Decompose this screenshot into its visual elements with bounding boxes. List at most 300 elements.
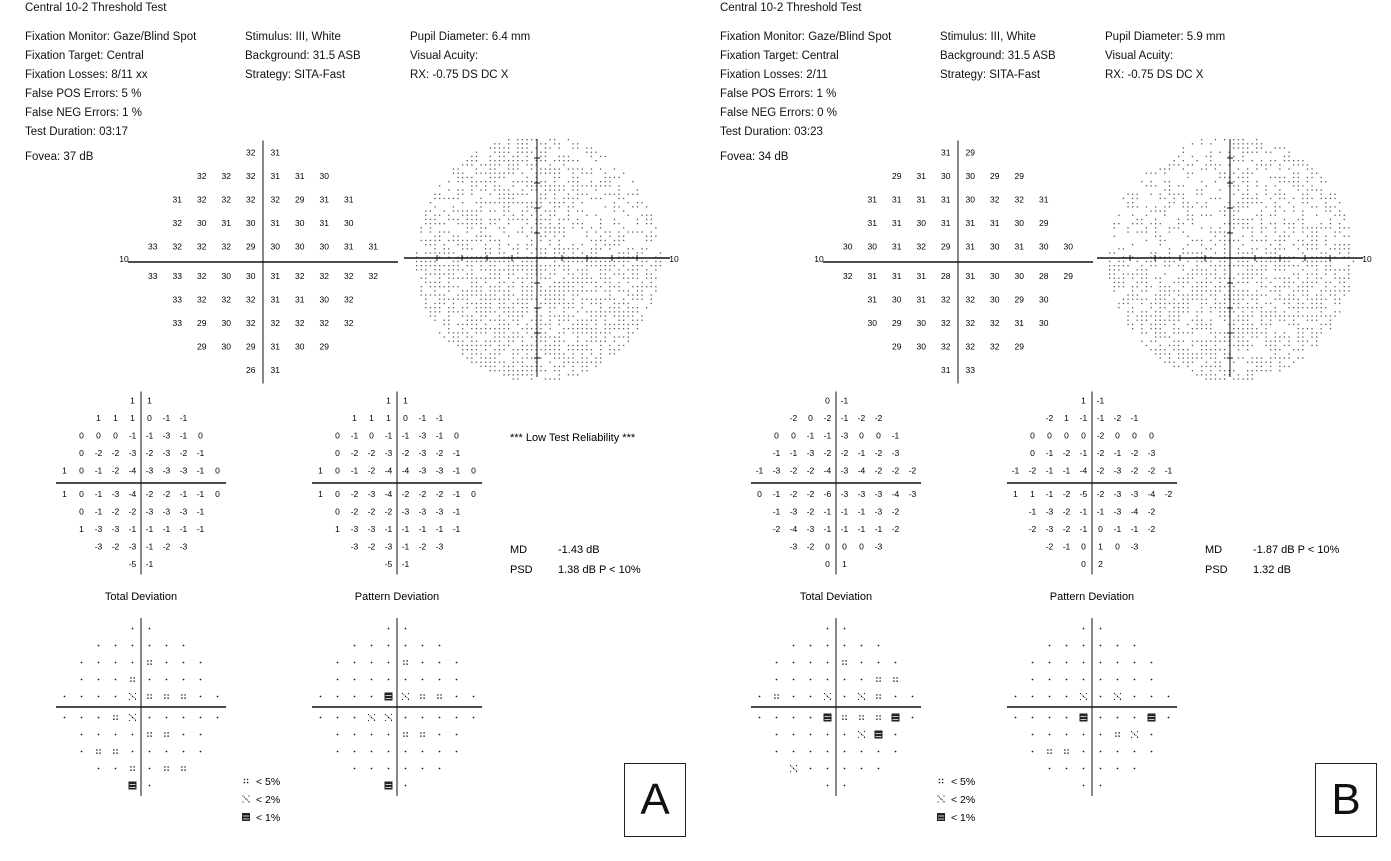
pattern-probability-map-cell	[1049, 768, 1051, 770]
pattern-deviation-map-value: 1	[1013, 488, 1018, 499]
pattern-deviation-map-value: -2	[350, 447, 359, 458]
pattern-deviation-map-value: -1	[384, 430, 393, 441]
pattern-deviation-map-value: -3	[367, 523, 376, 534]
pattern-probability-map-cell	[422, 751, 424, 753]
pattern-probability-map-cell	[456, 679, 458, 681]
total-probability-map-cell	[844, 768, 846, 770]
pattern-deviation-map-value: 0	[1149, 430, 1154, 441]
total-deviation-map	[751, 392, 921, 575]
threshold-map-value: 32	[295, 317, 305, 328]
total-probability-map-cell	[861, 768, 863, 770]
pattern-probability-map-cell	[1151, 679, 1153, 681]
pattern-deviation-map-value: -1	[401, 541, 410, 552]
pattern-deviation-map-value: -1	[384, 523, 393, 534]
pattern-deviation-map-value: -2	[418, 488, 427, 499]
pattern-deviation-map-value: 0	[335, 465, 340, 476]
total-probability-map-cell	[64, 717, 66, 719]
pattern-deviation-map-value: -4	[384, 488, 393, 499]
total-deviation-map-value: 1	[113, 412, 118, 423]
pattern-deviation-map-value: 0	[1132, 430, 1137, 441]
threshold-map-value: 31	[941, 194, 951, 205]
pattern-deviation-map-value: -4	[1147, 488, 1156, 499]
total-probability-map-cell	[793, 696, 795, 698]
pattern-probability-map-cell	[1049, 734, 1051, 736]
total-deviation-map-value: -1	[891, 430, 900, 441]
total-probability-map-cell	[827, 662, 829, 664]
pattern-deviation-map-value: -2	[1147, 465, 1156, 476]
pattern-probability-map-cell	[1015, 696, 1017, 698]
pattern-probability-map-cell	[1083, 751, 1085, 753]
total-deviation-map-value: -1	[823, 430, 832, 441]
total-deviation-map-value: -4	[823, 465, 832, 476]
test-param: Fixation Monitor: Gaze/Blind Spot	[720, 31, 892, 43]
total-deviation-map-value: -3	[891, 447, 900, 458]
total-deviation-map-value: 0	[147, 412, 152, 423]
threshold-map-value: 31	[916, 270, 926, 281]
axis-label-left: 10	[814, 254, 824, 264]
total-probability-map-cell	[166, 717, 168, 719]
threshold-map-value: 31	[892, 217, 902, 228]
total-deviation-map-value: 1	[79, 523, 84, 534]
threshold-map-value: 31	[965, 241, 975, 252]
pattern-deviation-map-value: -1	[1164, 465, 1173, 476]
total-probability-map-cell	[827, 785, 829, 787]
pattern-deviation-map-value: -3	[1045, 523, 1054, 534]
total-probability-map-cell	[200, 734, 202, 736]
pattern-deviation-map-value: -1	[1062, 541, 1071, 552]
total-deviation-map-value: -1	[823, 506, 832, 517]
pattern-probability-map-cell	[1100, 662, 1102, 664]
total-probability-map-cell	[98, 679, 100, 681]
pattern-probability-map-cell	[402, 693, 409, 700]
pattern-deviation-map-value: 0	[335, 506, 340, 517]
pattern-deviation-map-value: -3	[1113, 465, 1122, 476]
total-deviation-map-value: -1	[874, 523, 883, 534]
total-probability-map-cell	[827, 768, 829, 770]
pattern-deviation-label: Pattern Deviation	[1049, 591, 1135, 603]
total-deviation-map-value: -3	[874, 541, 883, 552]
pattern-probability-map-cell	[456, 734, 458, 736]
threshold-map-value: 32	[221, 194, 231, 205]
pattern-deviation-map-value: 1	[369, 412, 374, 423]
pattern-deviation-map-value: -1	[1045, 465, 1054, 476]
pattern-probability-map-cell	[473, 717, 475, 719]
threshold-map-value: 29	[892, 341, 902, 352]
total-deviation-map-value: 0	[198, 430, 203, 441]
pattern-probability-map-cell	[371, 679, 373, 681]
test-param: Pupil Diameter: 5.9 mm	[1105, 31, 1226, 43]
total-deviation-map-value: 0	[79, 447, 84, 458]
total-probability-map-cell	[861, 645, 863, 647]
pattern-probability-map-cell	[1131, 731, 1138, 738]
total-deviation-map-value: 0	[825, 395, 830, 406]
threshold-map-value: 30	[1039, 317, 1049, 328]
fovea-value: Fovea: 37 dB	[25, 151, 94, 163]
total-deviation-map-value: -2	[891, 506, 900, 517]
pattern-deviation-map-value: -4	[1130, 506, 1139, 517]
total-probability-map-cell	[876, 694, 881, 699]
pattern-deviation-map-value: -3	[1130, 541, 1139, 552]
pattern-probability-map-cell	[1100, 717, 1102, 719]
pattern-probability-map-cell	[1032, 717, 1034, 719]
pattern-probability-map-cell	[1134, 751, 1136, 753]
total-deviation-map-value: -2	[891, 465, 900, 476]
total-deviation-map-value: -2	[789, 412, 798, 423]
test-title: Central 10-2 Threshold Test	[720, 2, 862, 14]
pattern-deviation-map-value: -2	[401, 447, 410, 458]
pattern-probability-map-cell	[1049, 679, 1051, 681]
total-probability-map-cell	[858, 693, 865, 700]
pattern-probability-map-cell	[439, 717, 441, 719]
pattern-deviation-map-value: -1	[418, 523, 427, 534]
total-deviation-map-value: -3	[145, 506, 154, 517]
pattern-probability-map-cell	[354, 717, 356, 719]
pattern-probability-map-cell	[354, 734, 356, 736]
pattern-deviation-map-value: -1	[350, 430, 359, 441]
total-probability-map-cell	[130, 766, 135, 771]
pattern-probability-map-cell	[337, 696, 339, 698]
total-deviation-map-value: -3	[111, 488, 120, 499]
total-deviation-map-value: -3	[840, 488, 849, 499]
total-deviation-map-value: -1	[128, 523, 137, 534]
threshold-map-value: 32	[941, 317, 951, 328]
total-probability-map-cell	[759, 717, 761, 719]
total-deviation-map-value: -2	[806, 506, 815, 517]
threshold-map-value: 33	[172, 294, 182, 305]
total-deviation-map-value: -5	[128, 558, 137, 569]
total-deviation-map-value: 1	[130, 412, 135, 423]
total-deviation-map-value: -3	[874, 506, 883, 517]
pattern-deviation-map-value: -1	[350, 465, 359, 476]
pattern-probability-map-cell	[1151, 662, 1153, 664]
total-deviation-map-value: 0	[757, 488, 762, 499]
pattern-deviation-map-value: -4	[384, 465, 393, 476]
total-probability-map-cell	[810, 768, 812, 770]
total-probability-map-cell	[81, 734, 83, 736]
total-deviation-map-value: -3	[162, 465, 171, 476]
pattern-probability-map-cell	[1083, 734, 1085, 736]
pattern-probability-map-cell	[1117, 662, 1119, 664]
panel-b	[695, 0, 1385, 861]
threshold-map-value: 30	[319, 241, 329, 252]
pattern-probability-map-cell	[320, 696, 322, 698]
axis-label-right: 10	[669, 254, 679, 264]
total-probability-map-cell	[810, 645, 812, 647]
pattern-deviation-map-value: -2	[1045, 412, 1054, 423]
pattern-deviation-map-value: -2	[1045, 541, 1054, 552]
total-probability-map-cell	[129, 782, 137, 790]
test-param: False POS Errors: 5 %	[25, 88, 142, 100]
threshold-map-value: 31	[892, 241, 902, 252]
legend-symbol	[244, 779, 249, 784]
total-deviation-map-value: 0	[79, 465, 84, 476]
threshold-map-value: 32	[941, 294, 951, 305]
total-probability-map-cell	[98, 717, 100, 719]
threshold-map-value: 31	[867, 194, 877, 205]
total-probability-map-cell	[810, 679, 812, 681]
pattern-deviation-map-value: -1	[452, 523, 461, 534]
pattern-probability-map-cell	[337, 662, 339, 664]
total-probability-map-cell	[147, 660, 152, 665]
pattern-deviation-map-value: 1	[1081, 395, 1086, 406]
total-probability-map-cell	[759, 696, 761, 698]
total-deviation-map-value: -3	[162, 447, 171, 458]
total-deviation-map-value: 0	[79, 488, 84, 499]
threshold-map-value: 30	[941, 170, 951, 181]
threshold-map-value: 30	[295, 341, 305, 352]
pattern-probability-map-cell	[1064, 749, 1069, 754]
total-deviation-map-value: 0	[215, 465, 220, 476]
total-deviation-map-value: 0	[825, 558, 830, 569]
legend-symbol	[242, 795, 249, 802]
total-probability-map-cell	[810, 717, 812, 719]
total-deviation-map-value: -3	[111, 523, 120, 534]
pattern-probability-map-cell	[1083, 662, 1085, 664]
total-deviation-map-value: -2	[111, 541, 120, 552]
pattern-probability-map-cell	[1168, 717, 1170, 719]
total-probability-map-cell	[81, 751, 83, 753]
pattern-probability-map-cell	[337, 717, 339, 719]
threshold-map-value: 29	[295, 194, 305, 205]
total-probability-map-cell	[858, 731, 865, 738]
total-deviation-map-value: -6	[823, 488, 832, 499]
pattern-deviation-map	[1007, 392, 1177, 575]
pattern-deviation-map-value: 0	[1030, 430, 1035, 441]
total-deviation-map-value: -4	[789, 523, 798, 534]
total-probability-map-cell	[793, 734, 795, 736]
pattern-deviation-map-value: -1	[1045, 447, 1054, 458]
threshold-map-value: 31	[892, 194, 902, 205]
threshold-map-value: 33	[172, 317, 182, 328]
threshold-map-value: 31	[916, 294, 926, 305]
pattern-deviation-map-value: -3	[350, 523, 359, 534]
pattern-deviation-map-value: 0	[335, 488, 340, 499]
threshold-map-value: 31	[368, 241, 378, 252]
pattern-probability-map-cell	[354, 696, 356, 698]
threshold-map-value: 32	[197, 194, 207, 205]
threshold-map-value: 30	[965, 170, 975, 181]
total-deviation-map-value: -1	[806, 430, 815, 441]
field-plots	[0, 0, 690, 861]
total-probability-map-cell	[861, 679, 863, 681]
total-deviation-map-value: -1	[840, 506, 849, 517]
pattern-deviation-map-value: -2	[367, 465, 376, 476]
total-probability-map-cell	[793, 751, 795, 753]
total-deviation-map-value: -1	[179, 430, 188, 441]
total-probability-map-cell	[844, 679, 846, 681]
total-deviation-map-value: 0	[79, 430, 84, 441]
total-probability-map-cell	[810, 696, 812, 698]
threshold-map-value: 30	[344, 217, 354, 228]
pattern-probability-map-cell	[422, 717, 424, 719]
pattern-deviation-map-value: 0	[471, 465, 476, 476]
total-deviation-map-value: -3	[179, 465, 188, 476]
total-probability-map-cell	[115, 696, 117, 698]
threshold-map-value: 32	[246, 294, 256, 305]
total-probability-map-cell	[912, 696, 914, 698]
pattern-deviation-map-value: -2	[435, 447, 444, 458]
threshold-map-value: 29	[319, 341, 329, 352]
total-probability-map-cell	[776, 717, 778, 719]
total-deviation-map-value: 0	[774, 430, 779, 441]
threshold-map-value: 30	[990, 241, 1000, 252]
total-deviation-map-value: -1	[772, 447, 781, 458]
threshold-map-value: 30	[990, 294, 1000, 305]
pattern-probability-map-cell	[1100, 679, 1102, 681]
total-deviation-map-value: -3	[806, 447, 815, 458]
pattern-probability-map-cell	[388, 662, 390, 664]
threshold-map-value: 31	[270, 147, 280, 158]
threshold-map-value: 30	[843, 241, 853, 252]
pattern-probability-map-cell	[371, 645, 373, 647]
test-param: False NEG Errors: 1 %	[25, 107, 142, 119]
threshold-map	[128, 141, 398, 384]
total-probability-map-cell	[776, 751, 778, 753]
total-deviation-map-value: -2	[162, 541, 171, 552]
pattern-probability-map-cell	[1148, 714, 1156, 722]
total-probability-map-cell	[892, 714, 900, 722]
total-probability-map-cell	[166, 645, 168, 647]
threshold-map-value: 31	[867, 217, 877, 228]
pattern-deviation-map-value: -3	[418, 430, 427, 441]
pattern-probability-map-cell	[385, 782, 393, 790]
threshold-map-value: 32	[270, 194, 280, 205]
threshold-map-value: 31	[270, 341, 280, 352]
pattern-probability-map-cell	[1114, 693, 1121, 700]
threshold-map-value: 30	[916, 317, 926, 328]
total-probability-map-cell	[793, 679, 795, 681]
pattern-probability-map-cell	[1015, 717, 1017, 719]
greyscale-map	[404, 139, 670, 380]
total-deviation-map-value: -1	[94, 488, 103, 499]
pattern-probability-map-cell	[405, 785, 407, 787]
test-param: Fixation Target: Central	[25, 50, 144, 62]
total-deviation-map-value: -1	[840, 412, 849, 423]
total-probability-map-cell	[132, 662, 134, 664]
test-param: RX: -0.75 DS DC X	[410, 69, 509, 81]
total-probability-map-cell	[115, 768, 117, 770]
total-probability-map-cell	[149, 717, 151, 719]
pattern-probability-map-cell	[1115, 732, 1120, 737]
pattern-probability-map-cell	[439, 679, 441, 681]
test-param: Test Duration: 03:17	[25, 126, 128, 138]
threshold-map-value: 32	[965, 341, 975, 352]
threshold-map-value: 29	[941, 241, 951, 252]
legend-symbol	[242, 813, 250, 821]
total-deviation-map-value: -2	[874, 465, 883, 476]
total-probability-map-cell	[98, 768, 100, 770]
total-probability-map-cell	[827, 734, 829, 736]
threshold-map-value: 30	[221, 270, 231, 281]
pattern-probability-map-cell	[405, 645, 407, 647]
pattern-deviation-map-value: -2	[1096, 447, 1105, 458]
pattern-deviation-map-value: -2	[367, 506, 376, 517]
threshold-map-value: 31	[965, 270, 975, 281]
threshold-map-value: 30	[990, 270, 1000, 281]
threshold-map-value: 31	[319, 194, 329, 205]
pattern-deviation-map-value: -2	[1096, 488, 1105, 499]
threshold-map-value: 30	[1039, 294, 1049, 305]
total-deviation-map-value: -2	[806, 488, 815, 499]
total-deviation-map-value: -1	[789, 447, 798, 458]
total-probability-map-cell	[844, 628, 846, 630]
threshold-map-value: 32	[843, 270, 853, 281]
total-deviation-map-value: -4	[857, 465, 866, 476]
pattern-probability-map-cell	[1151, 751, 1153, 753]
threshold-map-value: 29	[246, 241, 256, 252]
pattern-deviation-map-value: 1	[403, 395, 408, 406]
total-probability-map-cell	[844, 785, 846, 787]
total-deviation-map-value: -1	[94, 506, 103, 517]
total-probability-map-cell	[861, 662, 863, 664]
total-deviation-map-value: -4	[128, 488, 137, 499]
total-probability-map-cell	[878, 751, 880, 753]
total-probability-map-cell	[166, 679, 168, 681]
pattern-deviation-map-value: -3	[1147, 447, 1156, 458]
pattern-deviation-map-value: 1	[1098, 541, 1103, 552]
total-probability-map-cell	[844, 751, 846, 753]
pattern-deviation-map-value: 0	[1115, 541, 1120, 552]
total-deviation-map-value: -1	[94, 465, 103, 476]
total-probability-map-cell	[844, 645, 846, 647]
pattern-deviation-map-value: -3	[401, 506, 410, 517]
pattern-probability-map-cell	[371, 734, 373, 736]
threshold-map-value: 31	[1039, 194, 1049, 205]
pattern-probability-map-cell	[1066, 696, 1068, 698]
pattern-probability-map-cell	[1083, 628, 1085, 630]
threshold-map-value: 32	[221, 170, 231, 181]
total-deviation-map-value: 1	[62, 488, 67, 499]
pattern-deviation-map-value: -3	[384, 541, 393, 552]
pattern-probability-map-cell	[354, 679, 356, 681]
total-deviation-map-value: -4	[891, 488, 900, 499]
pattern-deviation-map-value: -1	[435, 412, 444, 423]
pattern-probability-map-cell	[388, 734, 390, 736]
total-probability-map-cell	[790, 765, 797, 772]
total-deviation-map-value: -1	[772, 506, 781, 517]
threshold-map-value: 32	[270, 317, 280, 328]
pattern-deviation-map-value: -2	[384, 506, 393, 517]
panel-letter-box: B	[1315, 763, 1377, 837]
threshold-map-value: 29	[1014, 170, 1024, 181]
total-deviation-map-value: -1	[162, 523, 171, 534]
total-deviation-map-value: -2	[823, 412, 832, 423]
pattern-deviation-map-value: -1	[401, 523, 410, 534]
pattern-deviation-map-value: -1	[1113, 447, 1122, 458]
pattern-probability-map-cell	[337, 734, 339, 736]
pattern-probability-map-cell	[1047, 749, 1052, 754]
total-deviation-map-value: -1	[196, 488, 205, 499]
threshold-map-value: 30	[1014, 270, 1024, 281]
pattern-probability-map-cell	[1032, 734, 1034, 736]
threshold-map-value: 30	[1014, 217, 1024, 228]
total-probability-map-cell	[895, 751, 897, 753]
pattern-deviation-map-value: 0	[1115, 430, 1120, 441]
md-label: MD	[1205, 544, 1223, 556]
test-param: Visual Acuity:	[410, 50, 479, 62]
pattern-deviation-map-value: 0	[1030, 447, 1035, 458]
total-probability-map-cell	[113, 715, 118, 720]
total-probability-map-cell	[878, 645, 880, 647]
pattern-probability-map-cell	[439, 645, 441, 647]
total-probability-map-cell	[98, 662, 100, 664]
pattern-probability-map	[312, 618, 482, 796]
total-probability-map-cell	[793, 717, 795, 719]
threshold-map-value: 32	[368, 270, 378, 281]
pattern-deviation-map-value: -3	[1045, 506, 1054, 517]
total-probability-map-cell	[183, 751, 185, 753]
total-deviation-map-value: -1	[128, 430, 137, 441]
